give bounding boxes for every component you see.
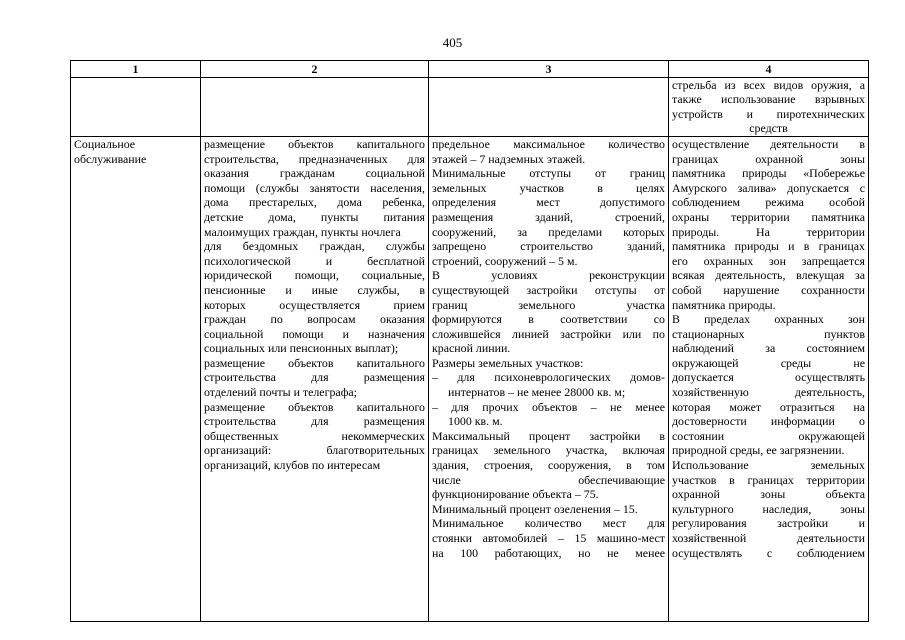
text-line: хозяйственной деятельности: [672, 531, 865, 545]
text-line: размещение объектов капитального: [204, 399, 425, 414]
text-line: охранной зоны объекта: [672, 487, 865, 502]
text-line: В условиях реконструкции: [432, 268, 665, 283]
text-line: граждан по вопросам оказания: [204, 312, 425, 327]
text-line: Социальное: [74, 136, 136, 151]
text-line: памятника природы.: [672, 297, 776, 312]
text-line: сооружений, за пределами которых: [432, 224, 665, 239]
text-line: природной среды, ее загрязнении.: [672, 443, 845, 458]
text-line: границах охранной зоны: [672, 151, 865, 166]
table-row: [71, 136, 869, 621]
text-line: окружающей среды не: [672, 355, 865, 370]
text-line: – для психоневрологических домов-: [432, 370, 665, 385]
text-line: социальных или пенсионных выплат);: [204, 341, 399, 356]
text-line: устройств и пиротехнических: [672, 106, 865, 121]
text-line: для бездомных граждан, службы: [204, 239, 425, 254]
text-line: соблюдением режима особой: [672, 195, 865, 210]
text-line: которых осуществляется прием: [204, 297, 425, 312]
text-line: социальной помощи и назначения: [204, 326, 425, 341]
text-line: оказания гражданам социальной: [204, 166, 425, 181]
cell-row1-col4: [669, 77, 869, 136]
cell-row2-col4: [669, 136, 869, 621]
text-line: Максимальный процент застройки в: [432, 428, 665, 443]
text-line: формируются в соответствии со: [432, 312, 665, 327]
text-line: также использование взрывных: [672, 92, 865, 107]
page-number: 405: [442, 35, 463, 50]
cell-row1-col2: [201, 77, 429, 136]
text-line: его охранных зон запрещается: [672, 253, 865, 268]
text-line: определения мест допустимого: [432, 195, 665, 210]
text-line: обслуживание: [74, 151, 147, 166]
text-line: осуществлять с соблюдением: [672, 545, 865, 560]
text-line: организаций, клубов по интересам: [204, 458, 381, 473]
text-line: охраны территории памятника: [672, 209, 865, 224]
text-line: средств: [749, 121, 788, 136]
text-line: достоверности информации о: [672, 414, 865, 429]
text-line: 1000 кв. м.: [448, 414, 503, 429]
table-row: [71, 77, 869, 136]
text-line: Минимальное количество мест для: [432, 516, 665, 531]
text-line: всякая деятельность, влекущая за: [672, 268, 865, 283]
text-line: регулирования застройки и: [672, 516, 865, 531]
text-line: Использование земельных: [672, 458, 865, 473]
text-line: Амурского залива» допускается с: [672, 180, 865, 195]
text-line: участков в границах территории: [672, 472, 865, 487]
text-line: памятника природы «Побережье: [672, 166, 865, 181]
text-line: культурного наследия, зоны: [672, 501, 865, 516]
text-line: здания, строения, сооружения, в том: [432, 458, 665, 473]
text-line: интернатов – не менее 28000 кв. м;: [448, 385, 626, 400]
text-line: Минимальные отступы от границ: [432, 166, 665, 181]
header-col-3: 3: [429, 61, 669, 78]
cell-row2-col2: [201, 136, 429, 621]
text-line: общественных некоммерческих: [204, 428, 425, 443]
text-line: хозяйственную деятельность,: [672, 385, 865, 400]
text-line: числе обеспечивающие: [432, 472, 665, 487]
text-line: В пределах охранных зон: [672, 312, 865, 327]
text-line: Минимальный процент озеленения – 15.: [432, 501, 638, 516]
header-col-4: 4: [669, 61, 869, 78]
text-line: помощи (службы занятости населения,: [204, 180, 425, 195]
text-line: размещение объектов капитального: [204, 136, 425, 151]
text-line: Размеры земельных участков:: [432, 355, 584, 370]
text-line: земельных участков в целях: [432, 180, 665, 195]
text-line: размещение объектов капитального: [204, 355, 425, 370]
text-line: наблюдений за состоянием: [672, 341, 865, 356]
text-line: стрельба из всех видов оружия, а: [672, 77, 865, 92]
text-line: этажей – 7 надземных этажей.: [432, 151, 586, 166]
text-line: природы. На территории: [672, 224, 865, 239]
text-line: детские дома, пункты питания: [204, 209, 425, 224]
text-line: строительства, предназначенных для: [204, 151, 425, 166]
text-line: строительства для размещения: [204, 414, 425, 429]
text-line: психологической и бесплатной: [204, 253, 425, 268]
text-line: строений, сооружений – 5 м.: [432, 253, 578, 268]
text-line: юридической помощи, социальные,: [204, 268, 425, 283]
header-row: [71, 61, 869, 78]
text-line: отделений почты и телеграфа;: [204, 385, 357, 400]
text-line: красной линии.: [432, 341, 511, 356]
text-line: организаций: благотворительных: [204, 443, 425, 458]
text-line: запрещено строительство зданий,: [432, 239, 665, 254]
text-line: стоянки автомобилей – 15 машино-мест: [432, 531, 665, 545]
text-line: функционирование объекта – 75.: [432, 487, 599, 502]
text-line: – для прочих объектов – не менее: [432, 399, 665, 414]
text-line: собой нарушение сохранности: [672, 282, 865, 297]
text-line: стационарных пунктов: [672, 326, 865, 341]
text-line: границ земельного участка: [432, 297, 665, 312]
text-line: на 100 работающих, но не менее: [432, 545, 665, 560]
text-line: дома престарелых, дома ребенка,: [204, 195, 425, 210]
text-line: допускается осуществлять: [672, 370, 865, 385]
text-line: которая может отразиться на: [672, 399, 865, 414]
cell-row2-col3: [429, 136, 669, 621]
text-line: существующей застройки отступы от: [432, 282, 665, 297]
text-line: осуществление деятельности в: [672, 136, 865, 151]
text-line: предельное максимальное количество: [432, 136, 665, 151]
text-line: размещения зданий, строений,: [432, 209, 665, 224]
text-line: пенсионные и иные службы, в: [204, 282, 425, 297]
text-line: малоимущих граждан, пункты ночлега: [204, 224, 401, 239]
cell-row1-col1: [71, 77, 201, 136]
text-line: строительства для размещения: [204, 370, 425, 385]
regulation-table: [70, 60, 869, 622]
text-line: памятника природы и в границах: [672, 239, 865, 254]
text-line: границах земельного участка, включая: [432, 443, 665, 458]
cell-row2-col1: [71, 136, 201, 621]
header-col-2: 2: [201, 61, 429, 78]
header-col-1: 1: [71, 61, 201, 78]
cell-row1-col3: [429, 77, 669, 136]
text-line: сложившейся линией застройки или по: [432, 326, 665, 341]
text-line: состоянии окружающей: [672, 428, 865, 443]
